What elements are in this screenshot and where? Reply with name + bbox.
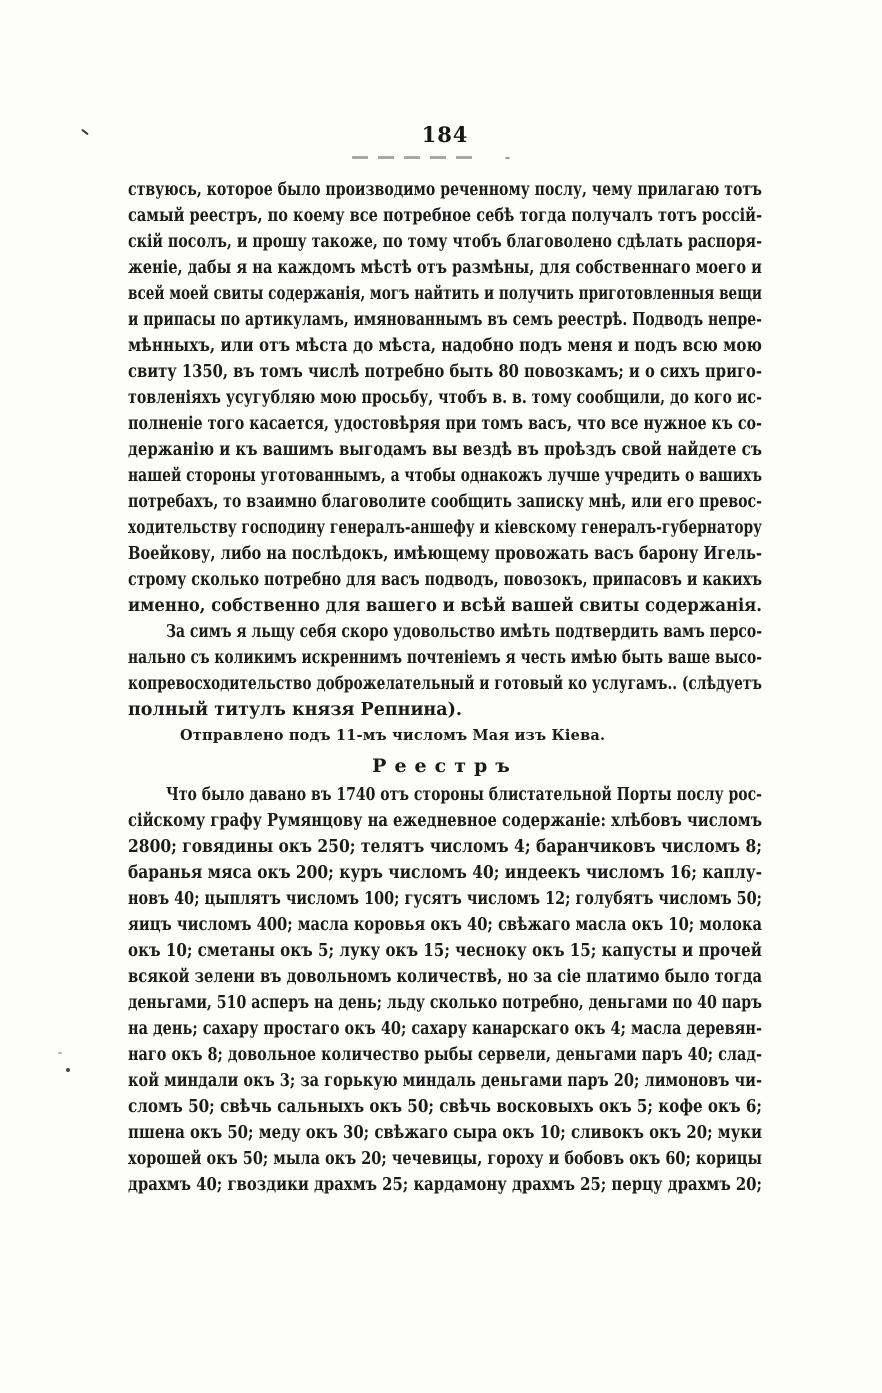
text-line: 2800; говядины окъ 250; телятъ числомъ 4; баранчиковъ числомъ 8;: [128, 837, 762, 857]
text-line: нально съ коликимъ искреннимъ почтеніемъ я честь имѣю быть ваше высо-: [128, 648, 762, 668]
dispatch-note: Отправлено подъ 11-мъ числомъ Мая изъ Кіева.: [180, 727, 606, 744]
text-line: держанію и къ вашимъ выгодамъ вы вездѣ въ проѣздъ свой найдете съ: [128, 440, 762, 460]
text-line: товленіяхъ усугубляю мою просьбу, чтобъ в. в. тому сообщили, до кого ис-: [128, 388, 762, 408]
paragraph-register-body: [128, 782, 762, 1198]
text-line: пшена окъ 50; меду окъ 30; свѣжаго сыра окъ 10; сливокъ окъ 20; муки: [128, 1123, 762, 1143]
text-line: всякой зелени въ довольномъ количествѣ, но за сіе платимо было тогда: [128, 967, 762, 987]
text-line: именно, собственно для вашего и всѣй вашей свиты содержанія.: [128, 596, 762, 616]
paragraph-letter-body: [128, 177, 762, 619]
text-block: [128, 177, 762, 1198]
text-line: хорошей окъ 50; мыла окъ 20; чечевицы, гороху и бобовъ окъ 60; корицы: [128, 1149, 762, 1169]
text-line: на день; сахару простаго окъ 40; сахару канарскаго окъ 4; масла деревян-: [128, 1019, 762, 1039]
text-line: Воейкову, либо на послѣдокъ, имѣющему провожать васъ барону Игель-: [128, 544, 762, 564]
text-line: нашей стороны уготованнымъ, а чтобы однакожъ лучше учредить о вашихъ: [128, 466, 762, 486]
text-line: копревосходительство доброжелательный и готовый ко услугамъ.. (слѣдуетъ: [128, 674, 762, 694]
text-line: новъ 40; цыплятъ числомъ 100; гусятъ числомъ 12; голубятъ числомъ 50;: [128, 889, 762, 909]
text-line: и припасы по артикуламъ, имянованнымъ въ семъ реестрѣ. Подводъ непре-: [128, 310, 762, 330]
text-line: сломъ 50; свѣчь сальныхъ окъ 50; свѣчь восковыхъ окъ 5; кофе окъ 6;: [128, 1097, 762, 1117]
text-line: баранья мяса окъ 200; куръ числомъ 40; индеекъ числомъ 16; каплу-: [128, 863, 762, 883]
text-line: яицъ числомъ 400; масла коровья окъ 40; свѣжаго масла окъ 10; молока: [128, 915, 762, 935]
text-line: наго окъ 8; довольное количество рыбы сервели, деньгами паръ 40; слад-: [128, 1045, 762, 1065]
text-line: полный титулъ князя Репнина).: [128, 700, 462, 720]
text-line: строму сколько потребно для васъ подводъ, повозокъ, припасовъ и какихъ: [128, 570, 762, 590]
text-line: деньгами, 510 асперъ на день; льду сколько потребно, деньгами по 40 паръ: [128, 993, 762, 1013]
ink-smudge: [352, 156, 480, 159]
text-line: ходительству господину генералъ-аншефу и кіевскому генералъ-губернатору: [128, 518, 762, 538]
ink-speck: [58, 1052, 62, 1054]
text-line: сійскому графу Румянцову на ежедневное содержаніе: хлѣбовъ числомъ: [128, 811, 762, 831]
pen-tick-mark: [81, 129, 89, 136]
text-line: кой миндали окъ 3; за горькую миндаль деньгами паръ 20; лимоновъ чи-: [128, 1071, 762, 1091]
text-line: Что было давано въ 1740 отъ стороны блистательной Порты послу рос-: [166, 785, 762, 805]
text-line: самый реестръ, по коему все потребное себѣ тогда получалъ тотъ россій-: [128, 206, 762, 226]
text-line: всей моей свиты содержанія, могъ найтить и получить приготовленныя вещи: [128, 284, 762, 304]
ink-smudge-dot: [505, 157, 510, 159]
text-line: За симъ я льщу себя скоро удовольство имѣть подтвердить вамъ персо-: [166, 622, 762, 642]
text-line: окъ 10; сметаны окъ 5; луку окъ 15; чесноку окъ 15; капусты и прочей: [128, 941, 762, 961]
ink-speck: [66, 1068, 70, 1072]
text-line: полненіе того касается, удостовѣряя при томъ васъ, что все нужное къ со-: [128, 414, 762, 434]
text-line: ствуюсь, которое было производимо реченному послу, чему прилагаю тотъ: [128, 180, 762, 200]
text-line: скій посолъ, и прошу такоже, по тому чтобъ благоволено сдѣлать распоря-: [128, 232, 762, 252]
paragraph-letter-closing: [128, 619, 762, 723]
page-number: 184: [421, 122, 469, 147]
text-line: драхмъ 40; гвоздики драхмъ 25; кардамону драхмъ 25; перцу драхмъ 20;: [128, 1175, 762, 1195]
text-line: свиту 1350, въ томъ числѣ потребно быть 80 повозкамъ; и о сихъ приго-: [128, 362, 762, 382]
register-heading: Реестръ: [372, 755, 518, 777]
text-line: потребахъ, то взаимно благоволите сообщить записку мнѣ, или его превос-: [128, 492, 762, 512]
text-line: мѣнныхъ, или отъ мѣста до мѣста, надобно подъ меня и подъ всю мою: [128, 336, 762, 356]
text-line: женіе, дабы я на каждомъ мѣстѣ отъ размѣны, для собственнаго моего и: [128, 258, 762, 278]
